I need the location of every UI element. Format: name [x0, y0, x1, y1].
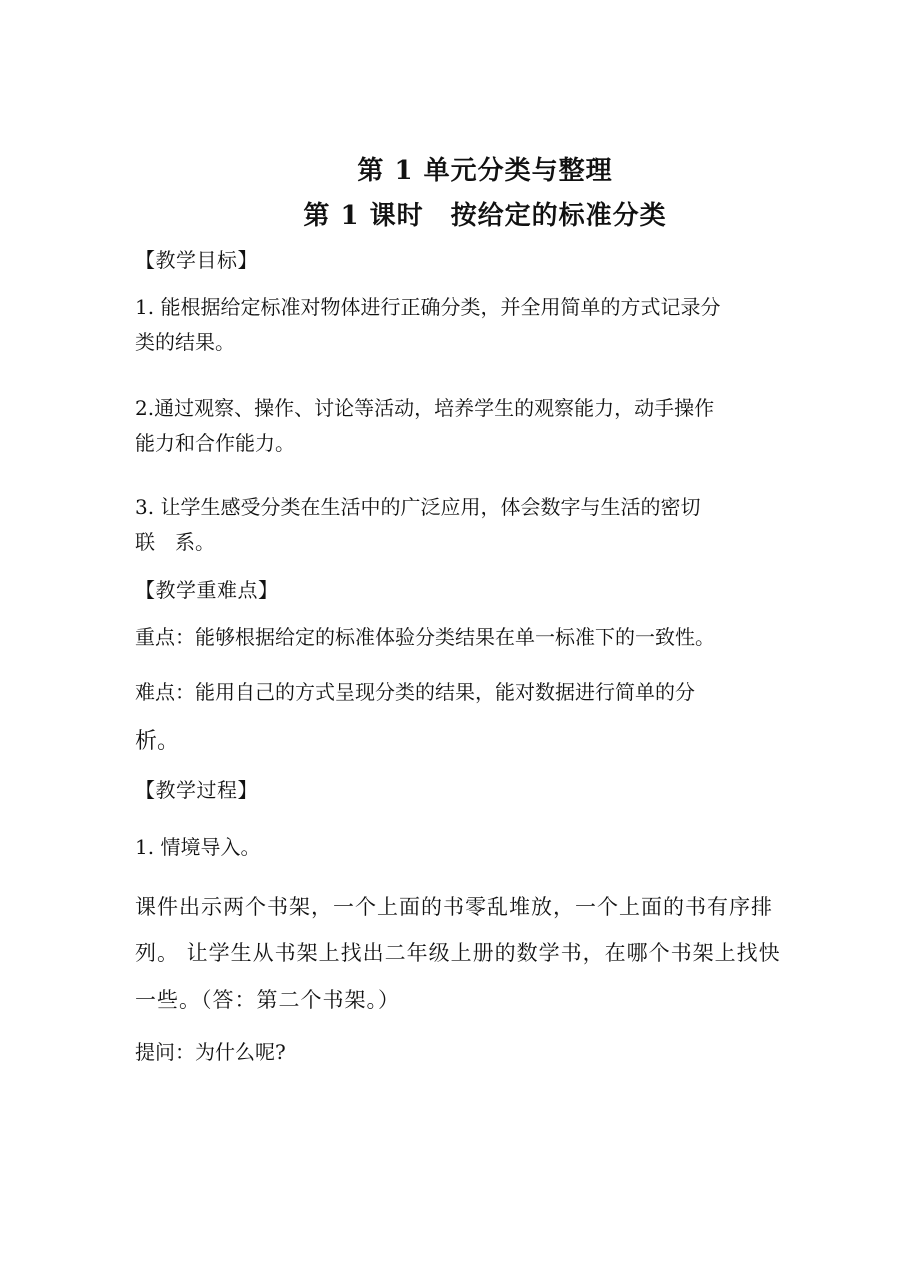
- objective-2-line-2: 能力和合作能力。: [135, 431, 295, 455]
- process-paragraph-line-1: 课件出示两个书架，一个上面的书零乱堆放，一个上面的书有序排: [135, 895, 773, 919]
- objective-2-line-1: 2.通过观察、操作、讨论等活动，培养学生的观察能力，动手操作: [135, 396, 715, 420]
- process-heading: 【教学过程】: [135, 778, 258, 802]
- process-step-1: 1. 情境导入。: [135, 835, 261, 859]
- process-paragraph-line-3: 一些。（答：第二个书架。）: [135, 988, 400, 1012]
- process-paragraph-line-2: 列。 让学生从书架上找出二年级上册的数学书，在哪个书架上找快: [135, 941, 781, 965]
- objective-1-line-2: 类的结果。: [135, 330, 235, 354]
- objective-3-line-2: 联 系。: [135, 530, 215, 554]
- unit-title: 第 1 单元分类与整理: [357, 156, 613, 186]
- process-question: 提问：为什么呢?: [135, 1040, 286, 1064]
- lesson-title: 第 1 课时 按给定的标准分类: [303, 201, 667, 231]
- objectives-heading: 【教学目标】: [135, 248, 258, 272]
- focus-point: 重点：能够根据给定的标准体验分类结果在单一标准下的一致性。: [135, 625, 715, 649]
- difficulty-point-line-1: 难点：能用自己的方式呈现分类的结果，能对数据进行简单的分: [135, 680, 695, 704]
- objective-1-line-1: 1. 能根据给定标准对物体进行正确分类，并全用简单的方式记录分: [135, 295, 721, 319]
- key-points-heading: 【教学重难点】: [135, 578, 279, 602]
- objective-3-line-1: 3. 让学生感受分类在生活中的广泛应用，体会数字与生活的密切: [135, 495, 701, 519]
- difficulty-point-line-2: 析。: [135, 729, 180, 754]
